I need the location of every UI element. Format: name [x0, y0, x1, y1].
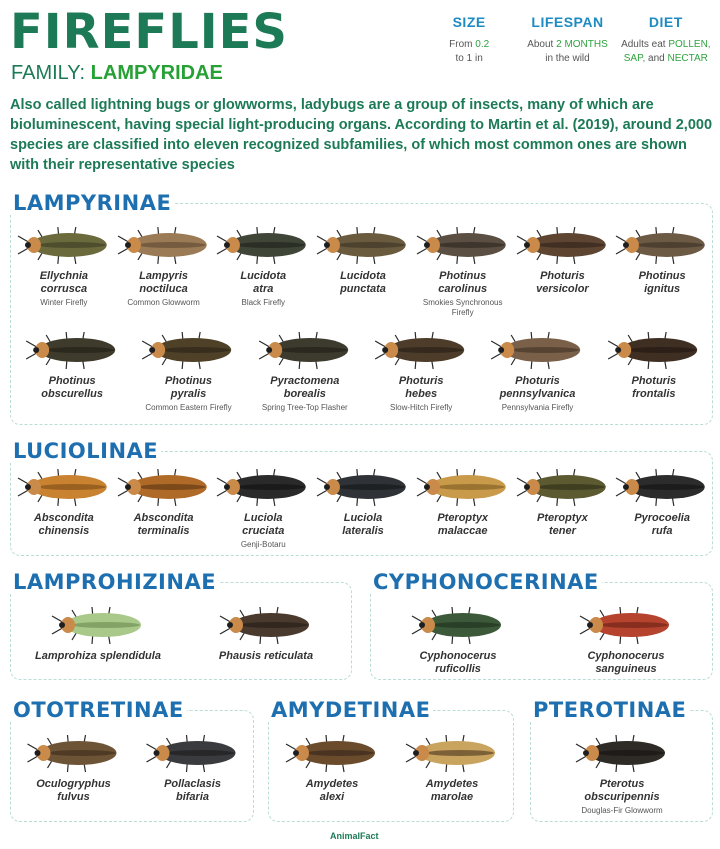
species-name: Photuris hebes — [398, 375, 444, 400]
firefly-image — [130, 325, 246, 375]
species-card — [272, 728, 392, 804]
common-name: Common Eastern Firefly — [145, 403, 232, 412]
species-name: Pterotus obscuripennis — [584, 778, 660, 803]
firefly-image — [213, 462, 313, 512]
firefly-image — [14, 728, 133, 778]
firefly-image — [413, 462, 513, 512]
firefly-image — [413, 220, 513, 270]
intro-paragraph: Also called lightning bugs or glowworms, ladybugs are a group of insects, many of which are bioluminescent, having special light-producing organs. According to Martin et al. (2019), around 2,000 species are classified into eleven recognized subfamilies, of which most common ones are shown with their representative species — [10, 97, 713, 173]
common-name: Slow-Hitch Firefly — [390, 403, 453, 412]
species-card — [14, 462, 114, 538]
firefly-image — [596, 325, 712, 375]
firefly-image — [392, 728, 512, 778]
species-name: Lucidota punctata — [340, 270, 386, 295]
stat-size-label: SIZE — [452, 14, 486, 30]
firefly-image — [542, 600, 710, 650]
species-card — [596, 325, 712, 401]
species-name: Pyrocoelia rufa — [634, 512, 690, 537]
species-name: Cyphonocerus sanguineus — [587, 650, 665, 675]
species-name: Pteroptyx malaccae — [437, 512, 489, 537]
firefly-image — [612, 220, 712, 270]
stat-diet — [617, 14, 715, 66]
brand-logo: AnimalFact — [330, 831, 379, 841]
firefly-image — [213, 220, 313, 270]
species-name: Luciola lateralis — [342, 512, 384, 537]
species-card — [14, 325, 130, 401]
species-name: Abscondita chinensis — [33, 512, 94, 537]
firefly-image — [612, 462, 712, 512]
firefly-image — [14, 220, 114, 270]
species-card — [313, 220, 413, 296]
species-card — [313, 462, 413, 538]
common-name: Smokies Synchronous Firefly — [422, 298, 503, 317]
firefly-image — [14, 600, 182, 650]
species-card — [513, 462, 613, 538]
species-name: Pyractomena borealis — [270, 375, 340, 400]
stat-diet-label: DIET — [648, 14, 683, 30]
species-card — [513, 220, 613, 296]
stat-lifespan-value: About 2 MONTHS in the wild — [527, 39, 608, 64]
group-ototretinae-title: OTOTRETINAE — [10, 698, 187, 722]
firefly-image — [14, 325, 130, 375]
stat-size-value: From 0.2 to 1 in — [449, 39, 490, 64]
species-name: Photuris pennsylvanica — [499, 375, 576, 400]
species-name: Lamprohiza splendidula — [35, 650, 161, 662]
group-lamprohizinae-title: LAMPROHIZINAE — [10, 570, 219, 594]
species-name: Ellychnia corrusca — [39, 270, 88, 295]
species-card — [14, 600, 182, 663]
family-label: FAMILY: — [11, 62, 86, 84]
species-card — [182, 600, 350, 663]
species-card — [374, 600, 542, 676]
firefly-image — [247, 325, 363, 375]
group-lampyrinae-title: LAMPYRINAE — [10, 191, 174, 215]
firefly-image — [182, 600, 350, 650]
species-card — [14, 728, 133, 804]
common-name: Black Firefly — [241, 298, 286, 307]
species-card — [114, 462, 214, 538]
species-name: Photinus obscurellus — [41, 375, 104, 400]
species-name: Photinus carolinus — [438, 270, 488, 295]
species-name: Abscondita terminalis — [133, 512, 194, 537]
firefly-image — [313, 220, 413, 270]
species-card — [363, 325, 479, 413]
firefly-image — [534, 728, 710, 778]
family-value: LAMPYRIDAE — [90, 62, 223, 84]
common-name: Genji-Botaru — [240, 540, 286, 549]
firefly-image — [313, 462, 413, 512]
species-card — [213, 220, 313, 308]
species-name: Oculogryphus fulvus — [36, 778, 111, 803]
firefly-image — [14, 462, 114, 512]
firefly-image — [374, 600, 542, 650]
group-pterotinae-title: PTEROTINAE — [530, 698, 689, 722]
common-name: Pennsylvania Firefly — [501, 403, 574, 412]
species-card — [213, 462, 313, 550]
page-title: FIREFLIES — [10, 4, 288, 60]
firefly-image — [133, 728, 252, 778]
species-name: Amydetes marolae — [425, 778, 479, 803]
common-name: Spring Tree-Top Flasher — [261, 403, 348, 412]
stat-diet-value: Adults eat POLLEN, SAP, and NECTAR — [621, 39, 711, 64]
species-card — [130, 325, 246, 413]
firefly-image — [479, 325, 595, 375]
species-name: Pteroptyx tener — [537, 512, 588, 537]
species-card — [114, 220, 214, 308]
firefly-image — [513, 462, 613, 512]
stat-lifespan — [518, 14, 616, 66]
species-card — [534, 728, 710, 816]
firefly-image — [114, 462, 214, 512]
stat-lifespan-label: LIFESPAN — [531, 14, 604, 30]
firefly-image — [272, 728, 392, 778]
species-name: Lucidota atra — [240, 270, 287, 295]
species-name: Photuris frontalis — [631, 375, 677, 400]
common-name: Common Glowworm — [127, 298, 200, 307]
species-name: Phausis reticulata — [218, 650, 314, 662]
species-name: Cyphonocerus ruficollis — [419, 650, 497, 675]
firefly-image — [363, 325, 479, 375]
species-card — [413, 220, 513, 318]
species-card — [612, 220, 712, 296]
common-name: Douglas-Fir Glowworm — [581, 806, 663, 815]
stats-panel — [420, 14, 715, 66]
firefly-image — [513, 220, 613, 270]
species-card — [612, 462, 712, 538]
stat-size — [420, 14, 518, 66]
common-name: Winter Firefly — [40, 298, 88, 307]
species-card — [247, 325, 363, 413]
species-name: Luciola cruciata — [242, 512, 285, 537]
firefly-image — [114, 220, 214, 270]
species-card — [542, 600, 710, 676]
species-name: Pollaclasis bifaria — [164, 778, 221, 803]
species-name: Photinus pyralis — [164, 375, 213, 400]
species-card — [413, 462, 513, 538]
species-name: Photuris versicolor — [536, 270, 589, 295]
group-luciolinae-title: LUCIOLINAE — [10, 439, 161, 463]
group-cyphonocerinae-title: CYPHONOCERINAE — [370, 570, 602, 594]
species-card — [133, 728, 252, 804]
species-card — [392, 728, 512, 804]
species-name: Lampyris noctiluca — [139, 270, 189, 295]
species-name: Amydetes alexi — [305, 778, 359, 803]
group-amydetinae-title: AMYDETINAE — [268, 698, 433, 722]
species-name: Photinus ignitus — [638, 270, 686, 295]
species-card — [479, 325, 595, 413]
family-line — [11, 62, 223, 85]
species-card — [14, 220, 114, 308]
